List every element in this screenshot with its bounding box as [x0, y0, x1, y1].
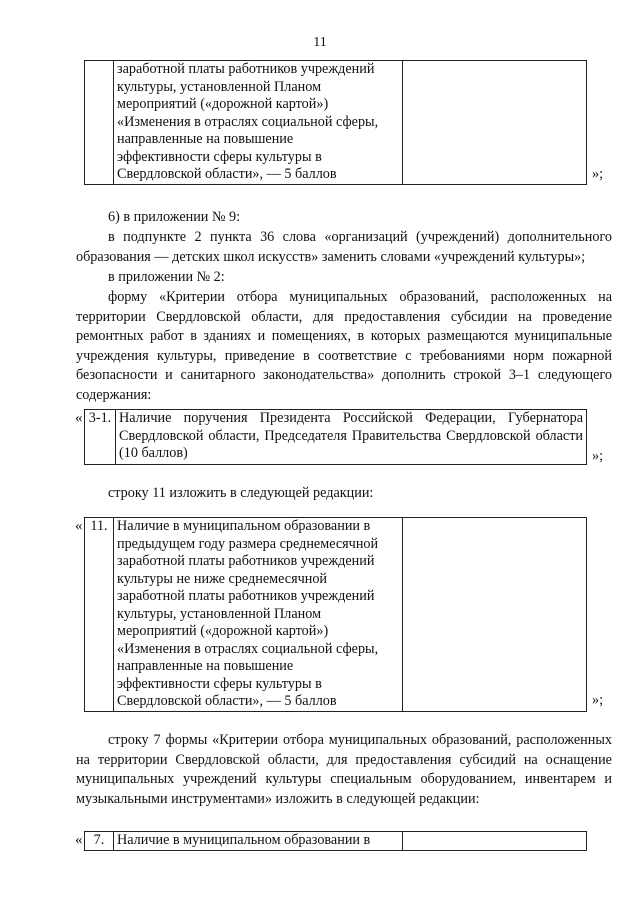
table-11-open-quote: « — [75, 518, 83, 534]
table-top-num-cell — [85, 61, 114, 185]
table-11-line: заработной платы работников учреждений — [117, 588, 375, 604]
table-top-line: направленные на повышение — [117, 131, 294, 147]
table-top-line: культуры, установленной Планом — [117, 78, 322, 95]
paragraph-appendix-2: в приложении № 2: — [108, 269, 225, 285]
table-top-continuation — [84, 60, 587, 185]
table-row-3-1 — [84, 409, 587, 465]
table-11-line: «Изменения в отраслях социальной сферы, — [117, 640, 379, 657]
table-11-line: направленные на повышение — [117, 658, 294, 674]
table-11-num: 11. — [85, 518, 114, 712]
table-7-open-quote: « — [75, 832, 83, 848]
table-7-empty-cell — [403, 832, 587, 851]
table-top-line: заработной платы работников учреждений — [117, 61, 375, 77]
paragraph-item-6: 6) в приложении № 9: — [108, 209, 241, 225]
table-3-1-text: Наличие поручения Президента Российской Федерации, Губернатора Свердловской области, Председателя Правительства Свердловской области (10 баллов) — [116, 410, 587, 465]
table-top-text-cell — [114, 61, 403, 185]
table-3-1-closing: »; — [592, 448, 604, 464]
table-11-line: Наличие в муниципальном образовании в — [117, 518, 371, 534]
table-row-11 — [84, 517, 587, 712]
table-11-line: культуры не ниже среднемесячной — [117, 570, 328, 587]
paragraph-row-11-intro: строку 11 изложить в следующей редакции: — [108, 485, 374, 501]
paragraph-subpoint: в подпункте 2 пункта 36 слова «организаций (учреждений) дополнительного образования — детских школ искусств» заменить словами «учреждений культуры»; — [76, 229, 612, 265]
table-11-line: мероприятий («дорожной картой») — [117, 623, 329, 639]
table-11-line: заработной платы работников учреждений — [117, 553, 375, 569]
table-7-text: Наличие в муниципальном образовании в — [114, 832, 403, 851]
table-11-line: культуры, установленной Планом — [117, 605, 322, 622]
table-top-line: мероприятий («дорожной картой») — [117, 96, 329, 112]
table-top-line: эффективности сферы культуры в — [117, 148, 322, 165]
table-11-line: эффективности сферы культуры в — [117, 675, 322, 692]
paragraph-row-7-intro: строку 7 формы «Критерии отбора муниципальных образований, расположенных на территории Свердловской области, для предоставления субсидий на оснащение муниципальных учреждений культуры специальным оборудованием, инвентарем и музыкальными инструментами» изложить в следующей редакции: — [76, 732, 612, 807]
table-top-empty-cell — [403, 61, 587, 185]
table-11-text — [114, 518, 403, 712]
paragraph-form-criteria: форму «Критерии отбора муниципальных образований, расположенных на территории Свердловской области, для предоставления субсидии на проведение ремонтных работ в зданиях и помещениях, в которых размещаются муниципальные учреждения культуры, приведение в соответствие с требованиями норм пожарной безопасности и санитарного законодательства» дополнить строкой 3–1 следующего содержания: — [76, 289, 612, 403]
table-11-line: Свердловской области», — 5 баллов — [117, 693, 337, 709]
table-11-empty-cell — [403, 518, 587, 712]
table-7-num: 7. — [85, 832, 114, 851]
table-11-closing: »; — [592, 692, 604, 708]
table-top-line: Свердловской области», — 5 баллов — [117, 166, 337, 182]
table-row-7 — [84, 831, 587, 851]
table-3-1-num: 3-1. — [85, 410, 116, 465]
table-3-1-open-quote: « — [75, 410, 83, 426]
table-top-line: «Изменения в отраслях социальной сферы, — [117, 113, 379, 130]
table-top-closing: »; — [592, 166, 604, 182]
table-11-line: предыдущем году размера среднемесячной — [117, 535, 379, 552]
page-number: 11 — [313, 35, 327, 50]
